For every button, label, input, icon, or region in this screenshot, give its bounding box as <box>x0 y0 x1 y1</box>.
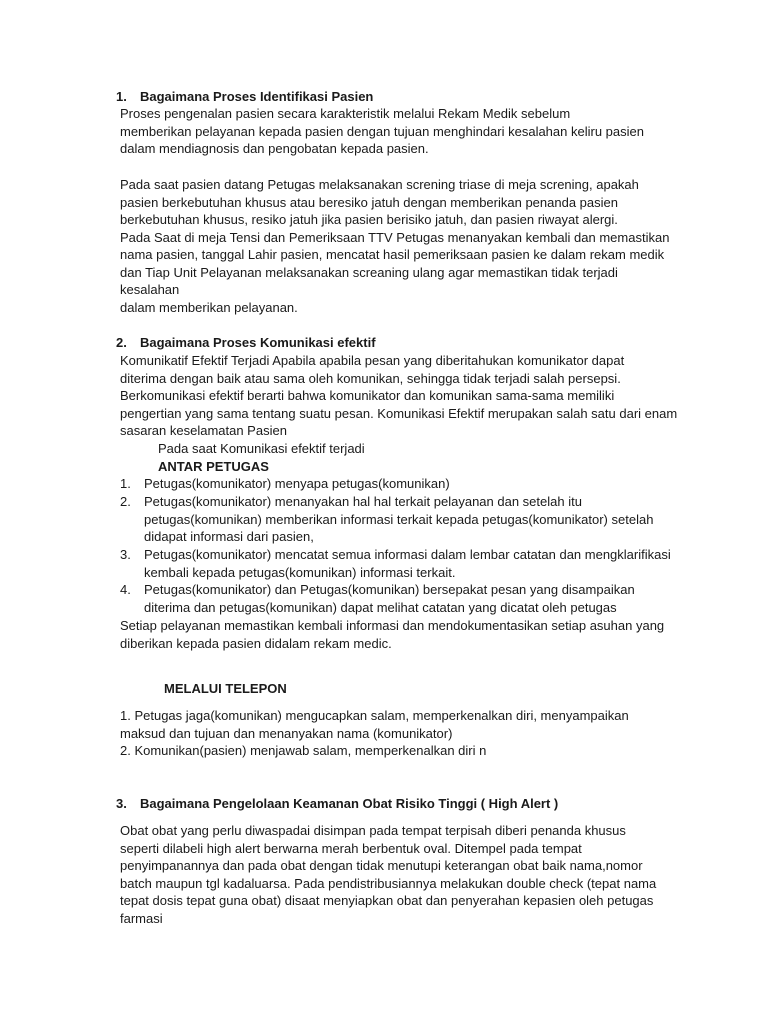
antar-list-text: Petugas(komunikator) dan Petugas(komunikan) bersepakat pesan yang disampaikan diterima dan petugas(komunikan) dapat melihat catatan yang dicatat oleh petugas <box>144 582 635 615</box>
antar-list-number: 1. <box>120 476 131 491</box>
section-1-paragraph-1: Proses pengenalan pasien secara karakteristik melalui Rekam Medik sebelum memberikan pelayanan kepada pasien dengan tujuan menghindari kesalahan keliru pasien dalam mendiagnosis dan pengobatan kepada pasien. <box>120 106 644 156</box>
antar-list-number: 3. <box>120 547 131 562</box>
section-2-paragraph-1: Komunikatif Efektif Terjadi Apabila apabila pesan yang diberitahukan komunikator dapat diterima dengan baik atau sama oleh komunikan, sehingga tidak terjadi salah persepsi. Berkomunikasi efektif berarti bahwa komunikator dan komunikan sama-sama memiliki pengertian yang sama tentang suatu pesan. Komunikasi Efektif merupakan salah satu dari enam sasaran keselamatan Pasien <box>120 353 678 438</box>
antar-list-number: 2. <box>120 494 131 509</box>
section-2-number: 2. <box>116 335 127 350</box>
section-1-paragraph-2: Pada saat pasien datang Petugas melaksanakan screning triase di meja screning, apakah pasien berkebutuhan khusus atau beresiko jatuh dengan memberikan penanda pasien berkebutuhan khusus, resiko jatuh jika pasien berisiko jatuh, dan pasien riwayat alergi. Pada Saat di meja Tensi dan Pemeriksaan TTV Petugas menanyakan kembali dan memastikan nama pasien, tanggal Lahir pasien, mencatat hasil pemeriksaan pasien ke dalam rekam medik dan Tiap Unit Pelayanan melaksanakan screaning ulang agar memastikan tidak terjadi kesalahan dalam memberikan pelayanan. <box>120 177 670 315</box>
section-2-title: Bagaimana Proses Komunikasi efektif <box>140 335 376 350</box>
communication-intro: Pada saat Komunikasi efektif terjadi <box>158 441 365 456</box>
section-3-paragraph-1: Obat obat yang perlu diwaspadai disimpan pada tempat terpisah diberi penanda khusus seperti dilabeli high alert berwarna merah berbentuk oval. Ditempel pada tempat penyimpanannya dan pada obat dengan tidak menutupi keterangan obat baik nama,nomor batch maupun tgl kadaluarsa. Pada pendistribusiannya melakukan double check (tepat nama tepat dosis tepat guna obat) disaat menyiapkan obat dan penyerahan kepasien oleh petugas farmasi <box>120 823 657 926</box>
antar-list-text: Petugas(komunikator) menanyakan hal hal terkait pelayanan dan setelah itu petugas(komunikan) memberikan informasi terkait kepada petugas(komunikator) setelah didapat informasi dari pasien, <box>144 494 654 544</box>
antar-list-text: Petugas(komunikator) menyapa petugas(komunikan) <box>144 476 450 491</box>
section-2-heading <box>116 334 376 352</box>
antar-petugas-title: ANTAR PETUGAS <box>158 459 269 474</box>
melalui-telepon-title: MELALUI TELEPON <box>164 681 287 696</box>
section-3-number: 3. <box>116 796 127 811</box>
antar-list-text: Petugas(komunikator) mencatat semua informasi dalam lembar catatan dan mengklarifikasi kembali kepada petugas(komunikan) informasi terkait. <box>144 547 671 580</box>
section-3-title: Bagaimana Pengelolaan Keamanan Obat Risiko Tinggi ( High Alert ) <box>140 796 559 811</box>
telepon-item-2: 2. Komunikan(pasien) menjawab salam, memperkenalkan diri n <box>120 743 487 758</box>
section-2-closing: Setiap pelayanan memastikan kembali informasi dan mendokumentasikan setiap asuhan yang diberikan kepada pasien didalam rekam medic. <box>120 618 665 651</box>
section-1-number: 1. <box>116 89 127 104</box>
telepon-item-1: 1. Petugas jaga(komunikan) mengucapkan salam, memperkenalkan diri, menyampaikan maksud dan tujuan dan menanyakan nama (komunikator) <box>120 708 629 741</box>
antar-list-number: 4. <box>120 582 131 597</box>
section-1-heading <box>116 88 373 106</box>
section-1-title: Bagaimana Proses Identifikasi Pasien <box>140 89 374 104</box>
section-3-heading <box>116 795 558 813</box>
